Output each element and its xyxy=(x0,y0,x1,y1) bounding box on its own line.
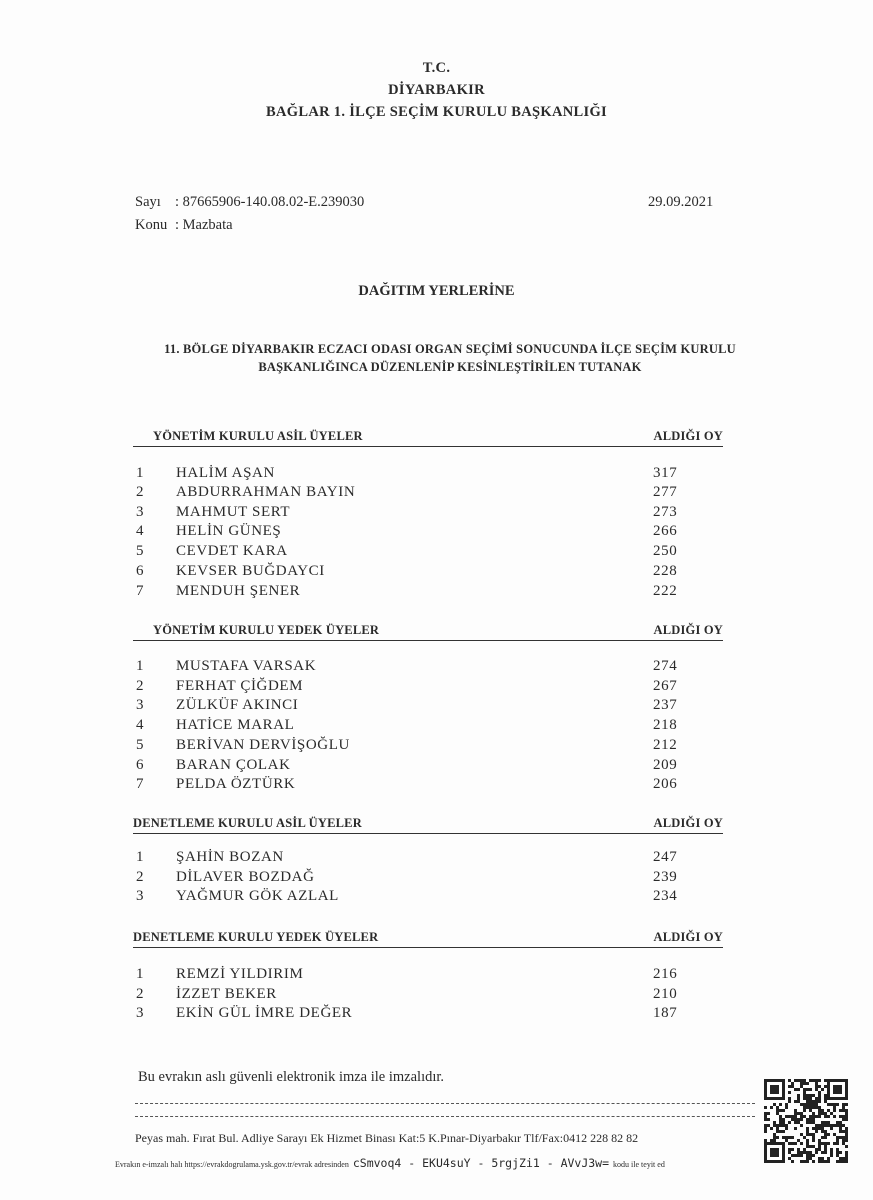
section-header-denetleme-yedek xyxy=(133,931,723,948)
section-header-denetleme-asil xyxy=(133,817,723,834)
section-title: YÖNETİM KURULU ASİL ÜYELER xyxy=(153,429,363,443)
list-item xyxy=(133,849,723,869)
candidate-name: DİLAVER BOZDAĞ xyxy=(176,869,315,885)
list-item xyxy=(133,563,723,583)
row-number: 7 xyxy=(136,776,145,792)
list-item xyxy=(133,465,723,485)
row-number: 3 xyxy=(136,697,145,713)
vote-count: 228 xyxy=(653,563,678,579)
candidate-name: REMZİ YILDIRIM xyxy=(176,966,304,982)
candidate-name: İZZET BEKER xyxy=(176,986,277,1002)
row-number: 3 xyxy=(136,888,145,904)
verify-suffix: kodu ile teyit ed xyxy=(613,1160,665,1169)
vote-count: 210 xyxy=(653,986,678,1002)
verify-prefix: Evrakın e-imzalı halı https://evrakdogrulama.ysk.gov.tr/evrak adresinden xyxy=(115,1160,349,1169)
candidate-name: BARAN ÇOLAK xyxy=(176,757,291,773)
footer-divider xyxy=(135,1116,755,1117)
list-item xyxy=(133,1005,723,1025)
votes-column-header: ALDIĞI OY xyxy=(653,930,723,944)
list-item xyxy=(133,697,723,717)
row-number: 3 xyxy=(136,1005,145,1021)
list-item xyxy=(133,504,723,524)
recipient-heading: DAĞITIM YERLERİNE xyxy=(358,283,515,299)
footer-address: Peyas mah. Fırat Bul. Adliye Sarayı Ek Hizmet Binası Kat:5 K.Pınar-Diyarbakır Tlf/Fax:0412 228 82 82 xyxy=(135,1131,639,1145)
row-number: 5 xyxy=(136,737,145,753)
konu-label: Konu xyxy=(135,217,168,233)
row-number: 1 xyxy=(136,465,145,481)
vote-count: 209 xyxy=(653,757,678,773)
row-number: 4 xyxy=(136,717,145,733)
row-number: 2 xyxy=(136,484,145,500)
candidate-name: ZÜLKÜF AKINCI xyxy=(176,697,299,713)
vote-count: 274 xyxy=(653,658,678,674)
row-number: 5 xyxy=(136,543,145,559)
header-institution: BAĞLAR 1. İLÇE SEÇİM KURULU BAŞKANLIĞI xyxy=(266,104,607,120)
sayi-label: Sayı xyxy=(135,194,161,210)
signature-note: Bu evrakın aslı güvenli elektronik imza ile imzalıdır. xyxy=(138,1069,445,1085)
header-city: DİYARBAKIR xyxy=(388,82,485,98)
vote-count: 237 xyxy=(653,697,678,713)
vote-count: 267 xyxy=(653,678,678,694)
section-header-yonetim-yedek xyxy=(133,624,723,641)
section-title: DENETLEME KURULU ASİL ÜYELER xyxy=(133,816,362,830)
votes-column-header: ALDIĞI OY xyxy=(653,623,723,637)
list-item xyxy=(133,966,723,986)
verify-code: cSmvoq4 - EKU4suY - 5rgjZi1 - AVvJ3w= xyxy=(352,1156,610,1170)
list-item xyxy=(133,776,723,796)
candidate-name: HATİCE MARAL xyxy=(176,717,295,733)
vote-count: 317 xyxy=(653,465,678,481)
candidate-name: HELİN GÜNEŞ xyxy=(176,523,282,539)
list-item xyxy=(133,583,723,603)
votes-column-header: ALDIĞI OY xyxy=(653,429,723,443)
list-item xyxy=(133,523,723,543)
row-number: 2 xyxy=(136,678,145,694)
list-item xyxy=(133,888,723,908)
row-number: 2 xyxy=(136,986,145,1002)
sayi-value: : 87665906-140.08.02-E.239030 xyxy=(175,194,365,210)
vote-count: 239 xyxy=(653,869,678,885)
document-date: 29.09.2021 xyxy=(648,194,714,210)
vote-count: 212 xyxy=(653,737,678,753)
row-number: 6 xyxy=(136,563,145,579)
candidate-name: PELDA ÖZTÜRK xyxy=(176,776,296,792)
subject-line-2: BAŞKANLIĞINCA DÜZENLENİP KESİNLEŞTİRİLEN TUTANAK xyxy=(258,360,642,374)
subject-line-1: 11. BÖLGE DİYARBAKIR ECZACI ODASI ORGAN SEÇİMİ SONUCUNDA İLÇE SEÇİM KURULU xyxy=(164,342,736,356)
vote-count: 216 xyxy=(653,966,678,982)
row-number: 2 xyxy=(136,869,145,885)
candidate-name: CEVDET KARA xyxy=(176,543,288,559)
candidate-name: MENDUH ŞENER xyxy=(176,583,301,599)
vote-count: 234 xyxy=(653,888,678,904)
qr-code-graphic xyxy=(763,1078,849,1164)
qr-code-icon xyxy=(763,1078,849,1164)
row-number: 1 xyxy=(136,658,145,674)
row-number: 7 xyxy=(136,583,145,599)
list-item xyxy=(133,484,723,504)
vote-count: 250 xyxy=(653,543,678,559)
list-item xyxy=(133,717,723,737)
vote-count: 218 xyxy=(653,717,678,733)
list-item xyxy=(133,757,723,777)
vote-count: 266 xyxy=(653,523,678,539)
list-item xyxy=(133,543,723,563)
candidate-name: ABDURRAHMAN BAYIN xyxy=(176,484,356,500)
candidate-name: YAĞMUR GÖK AZLAL xyxy=(176,888,339,904)
vote-count: 277 xyxy=(653,484,678,500)
list-item xyxy=(133,678,723,698)
candidate-name: MAHMUT SERT xyxy=(176,504,291,520)
votes-column-header: ALDIĞI OY xyxy=(653,816,723,830)
row-number: 4 xyxy=(136,523,145,539)
candidate-name: ŞAHİN BOZAN xyxy=(176,849,284,865)
vote-count: 187 xyxy=(653,1005,678,1021)
candidate-name: EKİN GÜL İMRE DEĞER xyxy=(176,1005,353,1021)
konu-value: : Mazbata xyxy=(175,217,233,233)
list-item xyxy=(133,737,723,757)
candidate-name: KEVSER BUĞDAYCI xyxy=(176,563,325,579)
candidate-name: MUSTAFA VARSAK xyxy=(176,658,317,674)
row-number: 1 xyxy=(136,966,145,982)
footer-divider xyxy=(135,1103,755,1104)
header-tc: T.C. xyxy=(422,60,451,76)
vote-count: 206 xyxy=(653,776,678,792)
row-number: 3 xyxy=(136,504,145,520)
section-title: YÖNETİM KURULU YEDEK ÜYELER xyxy=(153,623,380,637)
section-header-yonetim-asil xyxy=(133,430,723,447)
row-number: 6 xyxy=(136,757,145,773)
vote-count: 247 xyxy=(653,849,678,865)
section-title: DENETLEME KURULU YEDEK ÜYELER xyxy=(133,930,379,944)
list-item xyxy=(133,869,723,889)
list-item xyxy=(133,986,723,1006)
vote-count: 273 xyxy=(653,504,678,520)
vote-count: 222 xyxy=(653,583,678,599)
list-item xyxy=(133,658,723,678)
verification-line xyxy=(115,1156,665,1172)
candidate-name: BERİVAN DERVİŞOĞLU xyxy=(176,737,350,753)
candidate-name: FERHAT ÇİĞDEM xyxy=(176,678,304,694)
candidate-name: HALİM AŞAN xyxy=(176,465,275,481)
row-number: 1 xyxy=(136,849,145,865)
